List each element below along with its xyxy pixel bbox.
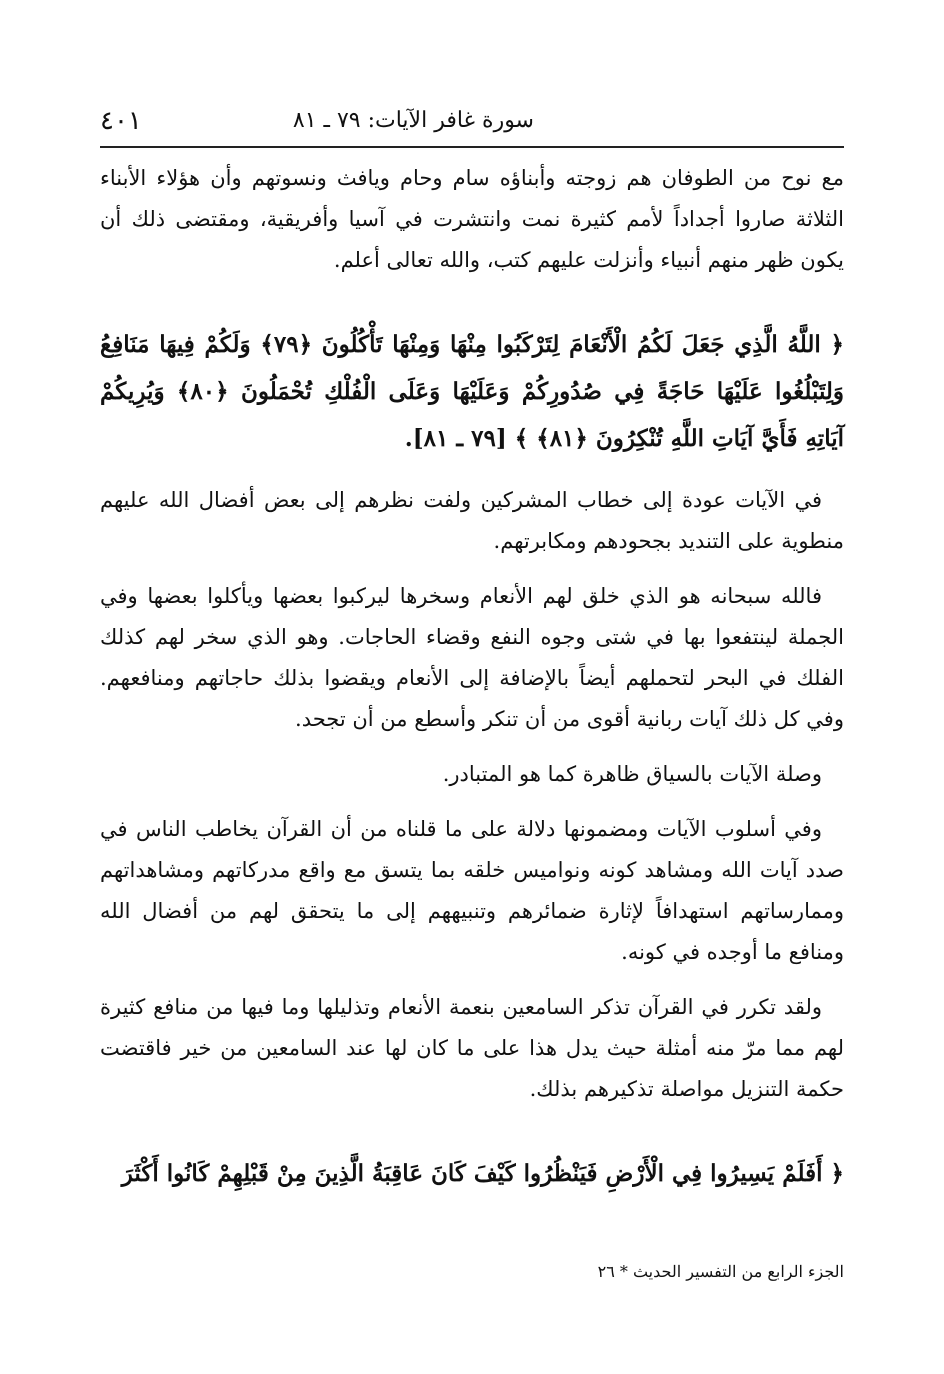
surah-heading: سورة غافر الآيات: ٧٩ ـ ٨١: [292, 108, 534, 133]
header-divider: [100, 146, 844, 148]
page-body: [100, 158, 844, 1197]
quran-verse-79-81: ﴿ اللَّهُ الَّذِي جَعَلَ لَكُمُ الْأَنْعَامَ لِتَرْكَبُوا مِنْهَا وَمِنْهَا تَأْكُلُونَ ﴿٧٩﴾ وَلَكُمْ فِيهَا مَنَافِعُ وَلِتَبْلُغُوا عَلَيْهَا حَاجَةً فِي صُدُورِكُمْ وَعَلَيْهَا وَعَلَى الْفُلْكِ تُحْمَلُونَ ﴿٨٠﴾ وَيُرِيكُمْ آيَاتِهِ فَأَيَّ آيَاتِ اللَّهِ تُنْكِرُونَ ﴿٨١﴾ ﴾ [٧٩ ـ ٨١].: [100, 331, 845, 452]
page-number: ٤٠١: [100, 106, 142, 136]
paragraph-repetition: ولقد تكرر في القرآن تذكر السامعين بنعمة الأنعام وتذليلها وما فيها من منافع كثيرة لهم مما مرّ منه أمثلة حيث يدل هذا على ما كان لها عند السامعين من خير فاقتضت حكمة التنزيل مواصلة تذكيرهم بذلك.: [100, 995, 844, 1101]
paragraph-context: وصلة الآيات بالسياق ظاهرة كما هو المتبادر.: [442, 762, 822, 786]
paragraph-explanation: فالله سبحانه هو الذي خلق لهم الأنعام وسخرها ليركبوا بعضها ويأكلوا بعضها وفي الجملة لينتفعوا بها في شتى وجوه النفع وقضاء الحاجات. وهو الذي سخر لهم كذلك الفلك في البحر لتحملهم أيضاً بالإضافة إلى الأنعام ويقضوا بذلك حاجاتهم ومنافعهم. وفي كل ذلك آيات ربانية أقوى من أن تنكر وأسطع من أن تجحد.: [100, 584, 844, 731]
paragraph-continuation: مع نوح من الطوفان هم زوجته وأبناؤه سام وحام ويافث ونسوتهم وأن هؤلاء الأبناء الثلاثة صاروا أجداداً لأمم كثيرة نمت وانتشرت في آسيا وأفريقية، ومقتضى ذلك أن يكون ظهر منهم أنبياء وأنزلت عليهم كتب، والله تعالى أعلم.: [100, 166, 844, 272]
paragraph-commentary-intro: في الآيات عودة إلى خطاب المشركين ولفت نظرهم إلى بعض أفضال الله عليهم منطوية على التنديد بجحودهم ومكابرتهم.: [100, 488, 844, 553]
paragraph-style: وفي أسلوب الآيات ومضمونها دلالة على ما قلناه من أن القرآن يخاطب الناس في صدد آيات الله ومشاهد كونه ونواميس خلقه بما يتسق مع واقع مدركاتهم ومشاهداتهم وممارساتهم استهدافاً لإثارة ضمائرهم وتنبيههم إلى ما يتحقق لهم من أفضال الله ومنافع ما أوجده في كونه.: [100, 817, 844, 964]
page-header: [100, 104, 844, 150]
quran-verse-82-start: ﴿ أَفَلَمْ يَسِيرُوا فِي الْأَرْضِ فَيَنْظُرُوا كَيْفَ كَانَ عَاقِبَةُ الَّذِينَ مِنْ قَبْلِهِمْ كَانُوا أَكْثَرَ: [121, 1160, 844, 1187]
page-footer: الجزء الرابع من التفسير الحديث * ٢٦: [597, 1262, 844, 1281]
